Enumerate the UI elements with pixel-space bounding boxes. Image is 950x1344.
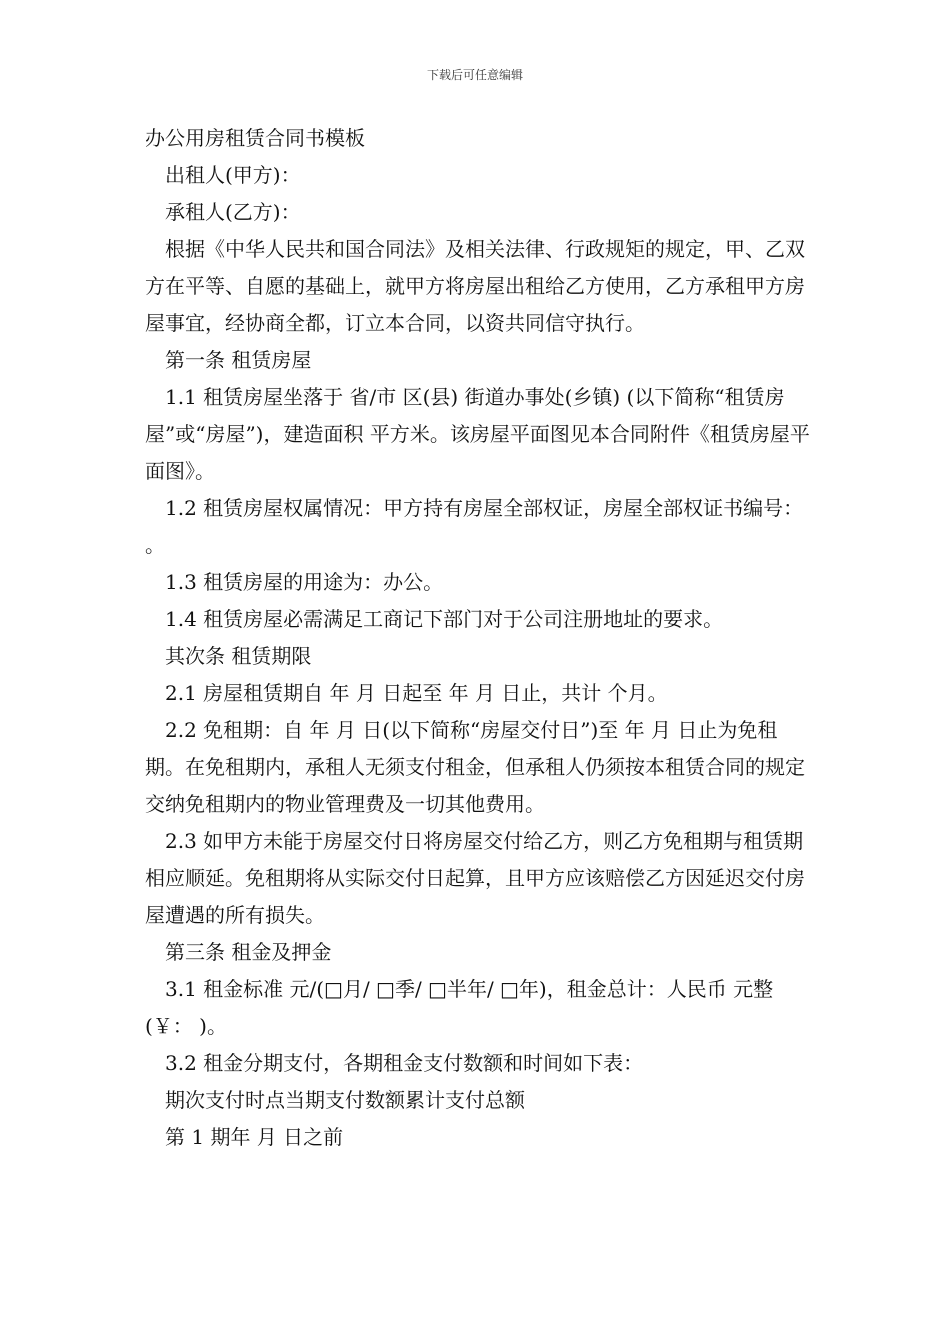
clause-1-3: 1.3 租赁房屋的用途为：办公。 [165,570,444,594]
payment-table-row-1: 第 1 期年 月 日之前 [165,1125,344,1149]
header-note: 下载后可任意编辑 [426,68,523,82]
clause-1-4: 1.4 租赁房屋必需满足工商记下部门对于公司注册地址的要求。 [165,607,724,631]
article-1-heading: 第一条 租赁房屋 [165,348,312,372]
clause-2-2: 2.2 免租期：自 年 月 日(以下简称“房屋交付日”)至 年 月 日止为免租期。在免租期内，承租人无须支付租金，但承租人仍须按本租赁合同的规定交纳免租期内的物业管理费及一切其他费用。 [145,718,805,816]
paragraph-lessee: 承租人(乙方)： [165,200,301,224]
payment-table-header: 期次支付时点当期支付数额累计支付总额 [165,1088,525,1112]
article-3-heading: 第三条 租金及押金 [165,940,332,964]
clause-1-1: 1.1 租赁房屋坐落于 省/市 区(县) 街道办事处(乡镇) (以下简称“租赁房屋”或“房屋”)，建造面积 平方米。该房屋平面图见本合同附件《租赁房屋平面图》。 [145,385,810,483]
clause-3-1: 3.1 租金标准 元/(□月/ □季/ □半年/ □年)，租金总计：人民币 元整(￥： )。 [145,977,774,1038]
clause-2-1: 2.1 房屋租赁期自 年 月 日起至 年 月 日止，共计 个月。 [165,681,668,705]
article-2-heading: 其次条 租赁期限 [165,644,312,668]
document-body [145,120,813,1156]
paragraph-preamble: 根据《中华人民共和国合同法》及相关法律、行政规矩的规定，甲、乙双方在平等、自愿的基础上，就甲方将房屋出租给乙方使用，乙方承租甲方房屋事宜，经协商全都，订立本合同，以资共同信守执行。 [145,237,805,335]
document-title: 办公用房租赁合同书模板 [145,126,365,150]
clause-2-3: 2.3 如甲方未能于房屋交付日将房屋交付给乙方，则乙方免租期与租赁期相应顺延。免租期将从实际交付日起算，且甲方应该赔偿乙方因延迟交付房屋遭遇的所有损失。 [145,829,805,927]
paragraph-lessor: 出租人(甲方)： [165,163,301,187]
clause-1-2: 1.2 租赁房屋权属情况：甲方持有房屋全部权证，房屋全部权证书编号： 。 [145,496,804,557]
clause-3-2: 3.2 租金分期支付，各期租金支付数额和时间如下表： [165,1051,644,1075]
